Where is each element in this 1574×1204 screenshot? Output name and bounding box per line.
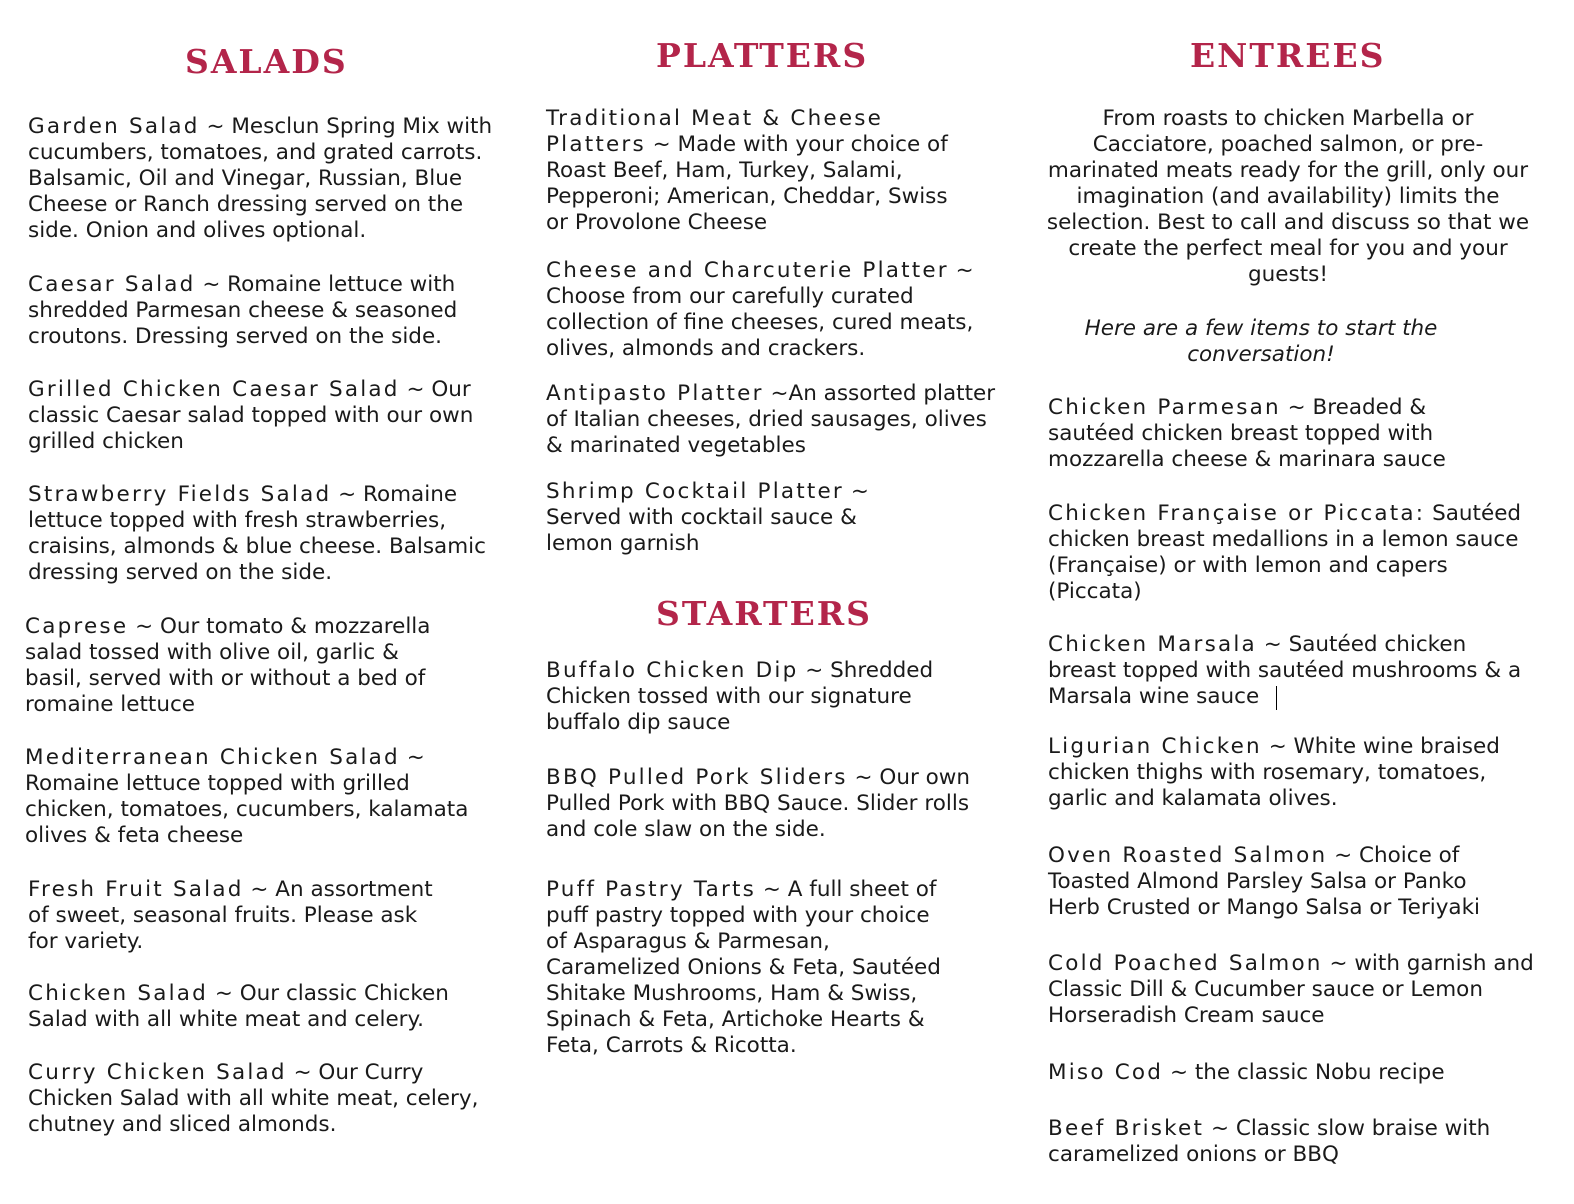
- menu-item-beef-brisket: [1048, 1116, 1518, 1168]
- item-description: Breaded & sautéed chicken breast topped with mozzarella cheese & marinara sauce: [1048, 395, 1446, 472]
- item-name: Grilled Chicken Caesar Salad: [28, 377, 400, 402]
- entrees-heading: ENTREES: [1190, 36, 1386, 75]
- item-description: with garnish and Classic Dill & Cucumber sauce or Lemon Horseradish Cream sauce: [1048, 951, 1534, 1028]
- item-separator: ~: [208, 981, 240, 1006]
- item-description: Classic slow braise with caramelized onions or BBQ: [1048, 1116, 1491, 1167]
- menu-item-grilled-chicken-caesar-salad: [28, 377, 493, 455]
- text-cursor: [1276, 686, 1277, 710]
- menu-item-traditional-meat-cheese-platters: [546, 106, 966, 236]
- menu-item-caesar-salad: [28, 272, 468, 350]
- platters-heading: PLATTERS: [656, 36, 869, 75]
- item-name: Garden Salad: [28, 114, 200, 139]
- item-description: the classic Nobu recipe: [1194, 1060, 1445, 1085]
- item-separator: ~: [195, 272, 228, 297]
- menu-item-antipasto-platter: [546, 381, 1006, 459]
- item-name: BBQ Pulled Pork Sliders: [546, 765, 848, 790]
- menu-item-chicken-marsala: [1048, 632, 1523, 710]
- item-description: Our own Pulled Pork with BBQ Sauce. Slider rolls and cole slaw on the side.: [546, 765, 970, 842]
- item-separator: ~: [1280, 395, 1313, 420]
- menu-item-strawberry-fields-salad: [28, 482, 498, 586]
- menu-item-shrimp-cocktail-platter: [546, 479, 876, 557]
- item-name: Caesar Salad: [28, 272, 196, 297]
- menu-item-puff-pastry-tarts: [546, 877, 951, 1059]
- item-description: Sautéed chicken breast medallions in a lemon sauce (Française) or with lemon and capers (Piccata): [1048, 501, 1522, 604]
- salads-heading: SALADS: [185, 42, 348, 81]
- item-description: Our tomato & mozzarella salad tossed with olive oil, garlic & basil, served with or without a bed of romaine lettuce: [25, 614, 431, 717]
- item-separator: ~: [399, 745, 425, 770]
- item-description: Made with your choice of Roast Beef, Ham, Turkey, Salami, Pepperoni; American, Cheddar, Swiss or Provolone Cheese: [546, 132, 948, 235]
- item-description: White wine braised chicken thighs with rosemary, tomatoes, garlic and kalamata olives.: [1048, 734, 1500, 811]
- item-separator: ~: [948, 258, 974, 283]
- item-name: Curry Chicken Salad: [28, 1060, 287, 1085]
- item-separator: ~: [798, 658, 831, 683]
- item-description: Our classic Chicken Salad with all white meat and celery.: [28, 981, 449, 1032]
- item-name: Buffalo Chicken Dip: [546, 658, 799, 683]
- menu-item-chicken-francaise-piccata: [1048, 501, 1548, 605]
- menu-item-ligurian-chicken: [1048, 734, 1513, 812]
- item-name: Chicken Marsala: [1048, 632, 1257, 657]
- item-separator: ~: [756, 877, 788, 902]
- item-description: A full sheet of puff pastry topped with your choice of Asparagus & Parmesan, Caramelized Onions & Feta, Sautéed Shitake Mushrooms, Ham & Swiss, Spinach & Feta, Artichoke Hearts & Feta, Carrots & Ricotta.: [546, 877, 941, 1058]
- item-separator: ~: [1256, 632, 1289, 657]
- menu-item-garden-salad: [28, 114, 498, 244]
- item-name: Fresh Fruit Salad: [28, 877, 244, 902]
- menu-item-buffalo-chicken-dip: [546, 658, 946, 736]
- item-name: Oven Roasted Salmon: [1048, 843, 1328, 868]
- item-separator: ~: [1322, 951, 1355, 976]
- item-name: Antipasto Platter: [546, 381, 764, 406]
- item-name: Chicken Salad: [28, 981, 209, 1006]
- item-name: Strawberry Fields Salad: [28, 482, 332, 507]
- item-name: Shrimp Cocktail Platter: [546, 479, 844, 504]
- item-name: Traditional Meat & Cheese Platters: [546, 106, 884, 157]
- menu-item-cheese-charcuterie-platter: [546, 258, 976, 362]
- item-separator: ~: [1163, 1060, 1195, 1085]
- item-description: An assortment of sweet, seasonal fruits. Please ask for variety.: [28, 877, 433, 954]
- menu-item-fresh-fruit-salad: [28, 877, 448, 955]
- menu-item-miso-cod: [1048, 1060, 1528, 1086]
- item-description: Our classic Caesar salad topped with our own grilled chicken: [28, 377, 474, 454]
- item-separator: ~: [199, 114, 232, 139]
- menu-item-curry-chicken-salad: [28, 1060, 498, 1138]
- item-separator: ~: [128, 614, 160, 639]
- item-description: An assorted platter of Italian cheeses, dried sausages, olives & marinated vegetables: [546, 381, 996, 458]
- item-name: Cheese and Charcuterie Platter: [546, 258, 949, 283]
- item-separator: ~: [399, 377, 432, 402]
- menu-item-bbq-pulled-pork-sliders: [546, 765, 986, 843]
- item-name: Miso Cod: [1048, 1060, 1164, 1085]
- item-separator: ~: [843, 479, 869, 504]
- item-separator: ~: [331, 482, 363, 507]
- item-name: Puff Pastry Tarts: [546, 877, 757, 902]
- item-description: Mesclun Spring Mix with cucumbers, tomatoes, and grated carrots. Balsamic, Oil and Vinegar, Russian, Blue Cheese or Ranch dressing served on the side. Onion and olives optional.: [28, 114, 493, 243]
- menu-item-chicken-parmesan: [1048, 395, 1458, 473]
- item-description: Choice of Toasted Almond Parsley Salsa or Panko Herb Crusted or Mango Salsa or Teriyaki: [1048, 843, 1481, 920]
- starters-heading: STARTERS: [656, 594, 872, 633]
- item-description: Romaine lettuce topped with fresh strawberries, craisins, almonds & blue cheese. Balsamic dressing served on the side.: [28, 482, 486, 585]
- item-separator: ~: [763, 381, 789, 406]
- item-name: Mediterranean Chicken Salad: [25, 745, 400, 770]
- item-separator: ~: [645, 132, 678, 157]
- item-name: Ligurian Chicken: [1048, 734, 1262, 759]
- item-name: Chicken Parmesan: [1048, 395, 1281, 420]
- entrees-intro-italic: Here are a few items to start the conversation!: [1084, 316, 1438, 367]
- item-name: Beef Brisket: [1048, 1116, 1205, 1141]
- menu-item-oven-roasted-salmon: [1048, 843, 1498, 921]
- item-name: Cold Poached Salmon: [1048, 951, 1323, 976]
- item-separator: ~: [243, 877, 276, 902]
- menu-item-cold-poached-salmon: [1048, 951, 1548, 1029]
- menu-item-caprese: [25, 614, 455, 718]
- item-description: Shredded Chicken tossed with our signature buffalo dip sauce: [546, 658, 934, 735]
- item-separator: ~: [1204, 1116, 1236, 1141]
- item-separator: ~: [847, 765, 880, 790]
- item-description: Choose from our carefully curated collection of fine cheeses, cured meats, olives, almonds and crackers.: [546, 284, 974, 361]
- menu-item-chicken-salad: [28, 981, 458, 1033]
- item-separator: ~: [1327, 843, 1359, 868]
- item-separator: ~: [286, 1060, 319, 1085]
- item-description: Romaine lettuce topped with grilled chicken, tomatoes, cucumbers, kalamata olives & feta cheese: [25, 771, 469, 848]
- menu-item-mediterranean-chicken-salad: [25, 745, 485, 849]
- item-name: Chicken Française or Piccata:: [1048, 501, 1426, 526]
- item-description: Served with cocktail sauce & lemon garnish: [546, 505, 857, 556]
- item-separator: ~: [1261, 734, 1294, 759]
- item-description: Romaine lettuce with shredded Parmesan cheese & seasoned croutons. Dressing served on the side.: [28, 272, 458, 349]
- item-description: Sautéed chicken breast topped with sautéed mushrooms & a Marsala wine sauce: [1048, 632, 1522, 709]
- entrees-intro: From roasts to chicken Marbella or Cacciatore, poached salmon, or pre-marinated meats ready for the grill, only our imagination (and availability) limits the selection. Best to call and discuss so that we create the perfect meal for you and your guests!: [1046, 106, 1530, 287]
- item-description: Our Curry Chicken Salad with all white meat, celery, chutney and sliced almonds.: [28, 1060, 479, 1137]
- item-name: Caprese: [25, 614, 129, 639]
